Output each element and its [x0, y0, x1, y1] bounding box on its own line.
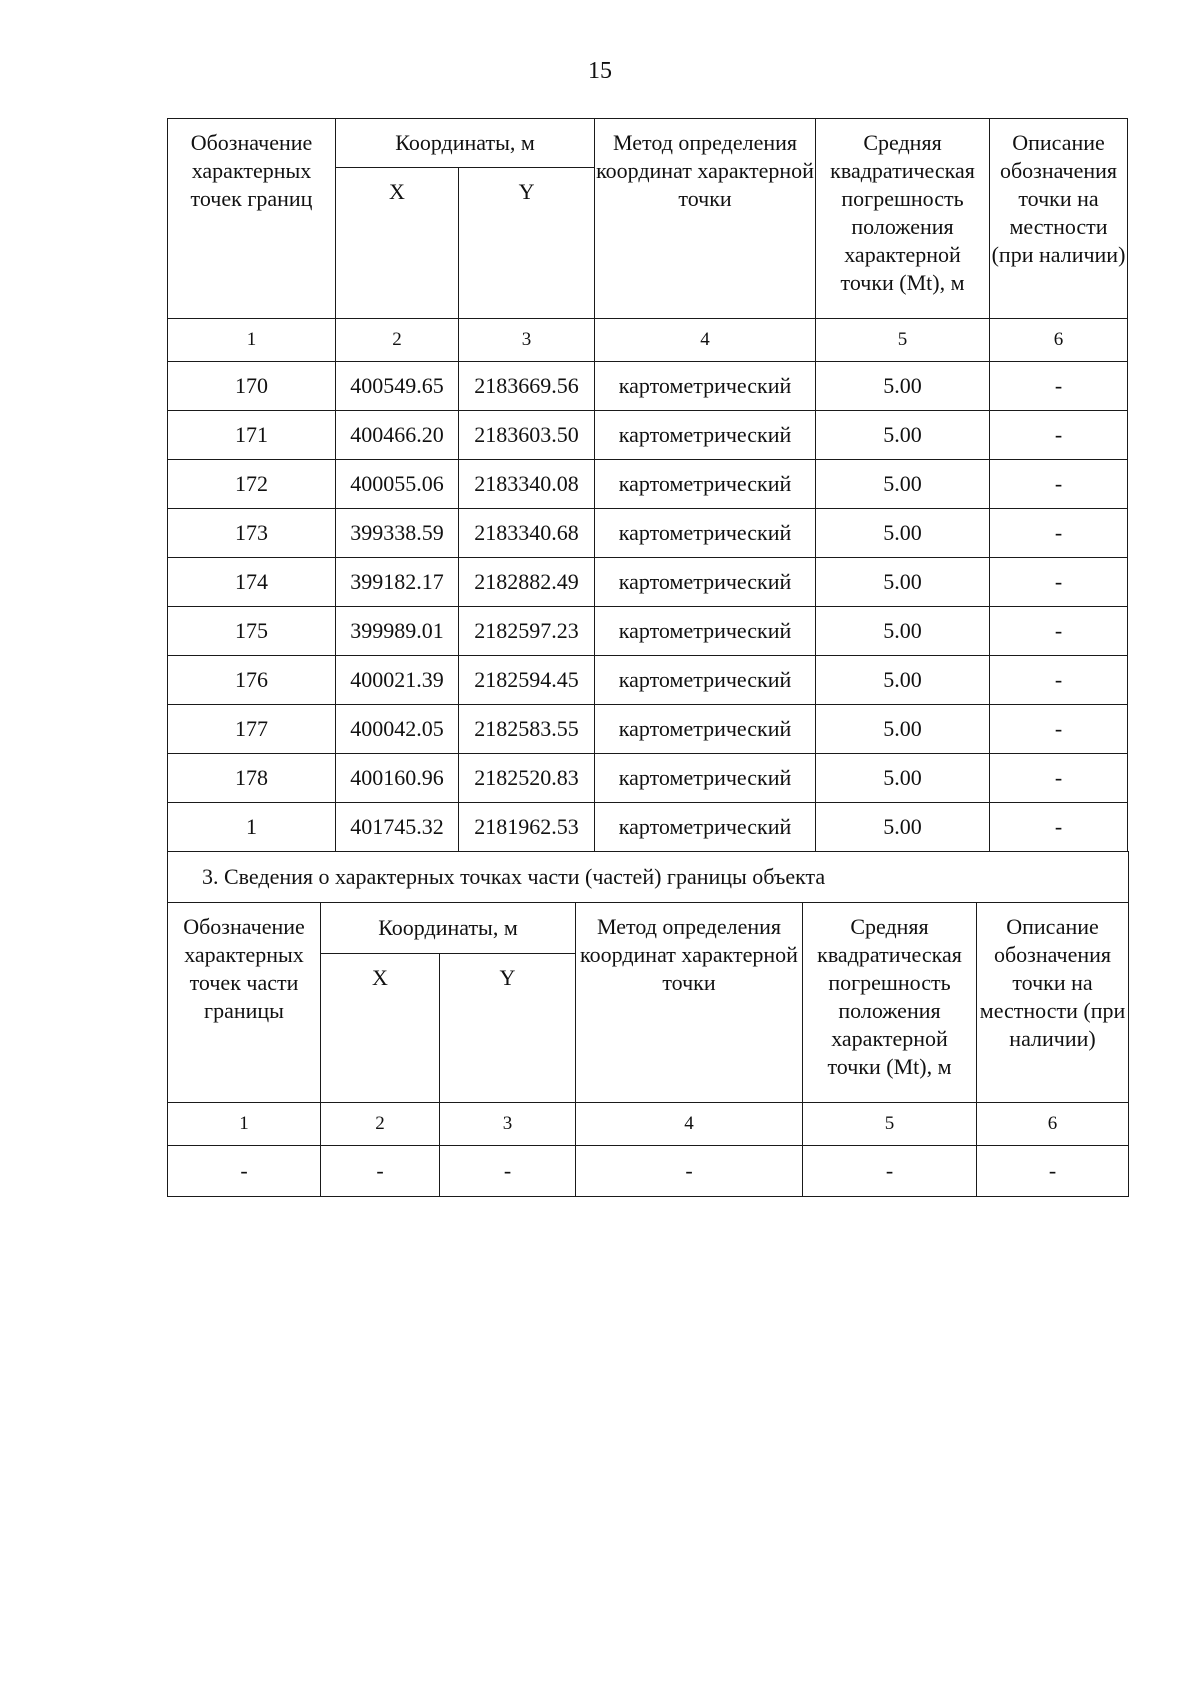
cell-error: 5.00: [816, 754, 990, 803]
header-error: Средняя квадратическая погрешность положения характерной точки (Mt), м: [816, 119, 990, 319]
cell-x: 400042.05: [336, 705, 459, 754]
cell-x: 399338.59: [336, 509, 459, 558]
cell-x: 399989.01: [336, 607, 459, 656]
header-y: Y: [459, 168, 595, 319]
table-row: [168, 460, 1128, 509]
cell-point: 170: [168, 362, 336, 411]
cell-point: 173: [168, 509, 336, 558]
header-coordinates: Координаты, м: [321, 903, 576, 954]
cell-error: 5.00: [816, 411, 990, 460]
column-index: 3: [459, 319, 595, 362]
cell-error: 5.00: [816, 656, 990, 705]
column-index: 3: [440, 1103, 576, 1146]
cell-description: -: [990, 362, 1128, 411]
table-row: [168, 509, 1128, 558]
column-index-row: [168, 1103, 1129, 1146]
header-x: X: [321, 954, 440, 1103]
cell-x: 400160.96: [336, 754, 459, 803]
table-row: [168, 411, 1128, 460]
column-index: 5: [816, 319, 990, 362]
cell-method: картометрический: [595, 362, 816, 411]
cell-y: 2182583.55: [459, 705, 595, 754]
part-boundary-points-table: [167, 851, 1129, 1197]
cell-method: картометрический: [595, 656, 816, 705]
cell-method: картометрический: [595, 509, 816, 558]
header-method: Метод определения координат характерной точки: [576, 903, 803, 1103]
header-coordinates: Координаты, м: [336, 119, 595, 168]
cell-y: 2183340.08: [459, 460, 595, 509]
cell-description: -: [990, 509, 1128, 558]
cell-y: 2181962.53: [459, 803, 595, 852]
header-error: Средняя квадратическая погрешность положения характерной точки (Mt), м: [803, 903, 977, 1103]
column-index: 2: [321, 1103, 440, 1146]
cell-error: 5.00: [816, 607, 990, 656]
column-index: 6: [990, 319, 1128, 362]
cell-y: -: [440, 1146, 576, 1197]
cell-description: -: [977, 1146, 1129, 1197]
cell-y: 2182594.45: [459, 656, 595, 705]
header-designation: Обозначение характерных точек части границы: [168, 903, 321, 1103]
cell-description: -: [990, 803, 1128, 852]
cell-method: картометрический: [595, 558, 816, 607]
cell-error: 5.00: [816, 509, 990, 558]
header-x: X: [336, 168, 459, 319]
cell-description: -: [990, 460, 1128, 509]
cell-point: 174: [168, 558, 336, 607]
cell-y: 2183669.56: [459, 362, 595, 411]
header-y: Y: [440, 954, 576, 1103]
cell-point: 178: [168, 754, 336, 803]
cell-description: -: [990, 558, 1128, 607]
column-index: 1: [168, 319, 336, 362]
cell-y: 2183603.50: [459, 411, 595, 460]
cell-x: 400021.39: [336, 656, 459, 705]
cell-y: 2182882.49: [459, 558, 595, 607]
cell-method: картометрический: [595, 460, 816, 509]
cell-method: картометрический: [595, 705, 816, 754]
table-row: [168, 558, 1128, 607]
table-row: [168, 705, 1128, 754]
table-row: [168, 1146, 1129, 1197]
column-index: 2: [336, 319, 459, 362]
cell-y: 2182520.83: [459, 754, 595, 803]
boundary-points-table: [167, 118, 1128, 852]
cell-method: -: [576, 1146, 803, 1197]
cell-method: картометрический: [595, 754, 816, 803]
cell-x: -: [321, 1146, 440, 1197]
column-index: 5: [803, 1103, 977, 1146]
cell-x: 400055.06: [336, 460, 459, 509]
cell-y: 2183340.68: [459, 509, 595, 558]
page-number: 15: [588, 58, 612, 84]
cell-point: 1: [168, 803, 336, 852]
table-row: [168, 656, 1128, 705]
header-description: Описание обозначения точки на местности (при наличии): [990, 119, 1128, 319]
cell-error: 5.00: [816, 803, 990, 852]
cell-x: 401745.32: [336, 803, 459, 852]
cell-method: картометрический: [595, 411, 816, 460]
cell-error: 5.00: [816, 362, 990, 411]
column-index: 4: [595, 319, 816, 362]
cell-point: 175: [168, 607, 336, 656]
cell-x: 400549.65: [336, 362, 459, 411]
header-method: Метод определения координат характерной точки: [595, 119, 816, 319]
cell-description: -: [990, 705, 1128, 754]
cell-point: 171: [168, 411, 336, 460]
cell-description: -: [990, 656, 1128, 705]
column-index: 1: [168, 1103, 321, 1146]
cell-point: 172: [168, 460, 336, 509]
column-index-row: [168, 319, 1128, 362]
table-row: [168, 803, 1128, 852]
cell-point: 177: [168, 705, 336, 754]
cell-point: 176: [168, 656, 336, 705]
cell-error: 5.00: [816, 705, 990, 754]
cell-description: -: [990, 754, 1128, 803]
column-index: 6: [977, 1103, 1129, 1146]
cell-error: 5.00: [816, 558, 990, 607]
table-row: [168, 607, 1128, 656]
header-description: Описание обозначения точки на местности (при наличии): [977, 903, 1129, 1103]
cell-description: -: [990, 411, 1128, 460]
cell-description: -: [990, 607, 1128, 656]
cell-method: картометрический: [595, 607, 816, 656]
cell-error: 5.00: [816, 460, 990, 509]
section-title: 3. Сведения о характерных точках части (частей) границы объекта: [168, 852, 1129, 903]
cell-method: картометрический: [595, 803, 816, 852]
column-index: 4: [576, 1103, 803, 1146]
cell-point: -: [168, 1146, 321, 1197]
cell-x: 399182.17: [336, 558, 459, 607]
table-row: [168, 362, 1128, 411]
cell-x: 400466.20: [336, 411, 459, 460]
cell-error: -: [803, 1146, 977, 1197]
cell-y: 2182597.23: [459, 607, 595, 656]
table-row: [168, 754, 1128, 803]
header-designation: Обозначение характерных точек границ: [168, 119, 336, 319]
